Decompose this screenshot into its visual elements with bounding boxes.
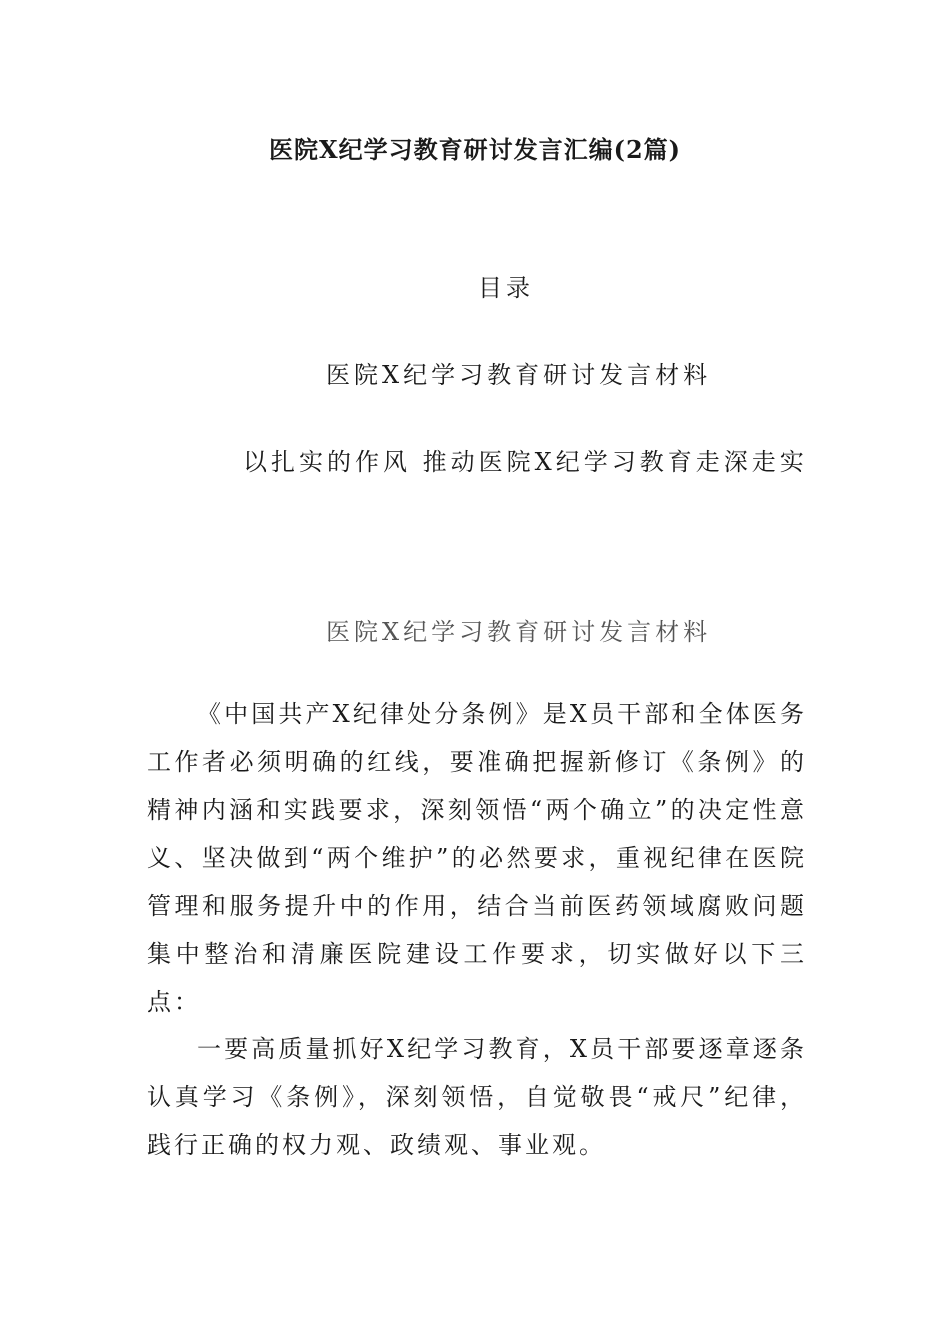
toc-item-1: 医院X纪学习教育研讨发言材料 [326, 361, 712, 389]
body-paragraph-1: 《中国共产X纪律处分条例》是X员干部和全体医务工作者必须明确的红线，要准确把握新修订《条例》的精神内涵和实践要求，深刻领悟“两个确立”的决定性意义、坚决做到“两个维护”的必然要求，重视纪律在医院管理和服务提升中的作用，结合当前医药领域腐败问题集中整治和清廉医院建设工作要求，切实做好以下三点： [147, 700, 807, 1016]
toc-item-2: 以扎实的作风 推动医院X纪学习教育走深走实 [243, 448, 808, 476]
document-title: 医院X纪学习教育研讨发言汇编(2篇) [268, 135, 682, 164]
section-title: 医院X纪学习教育研讨发言材料 [326, 618, 712, 646]
body-paragraph-2: 一要高质量抓好X纪学习教育，X员干部要逐章逐条认真学习《条例》，深刻领悟，自觉敬畏“戒尺”纪律，践行正确的权力观、政绩观、事业观。 [147, 1035, 807, 1159]
toc-heading: 目录 [478, 274, 534, 302]
